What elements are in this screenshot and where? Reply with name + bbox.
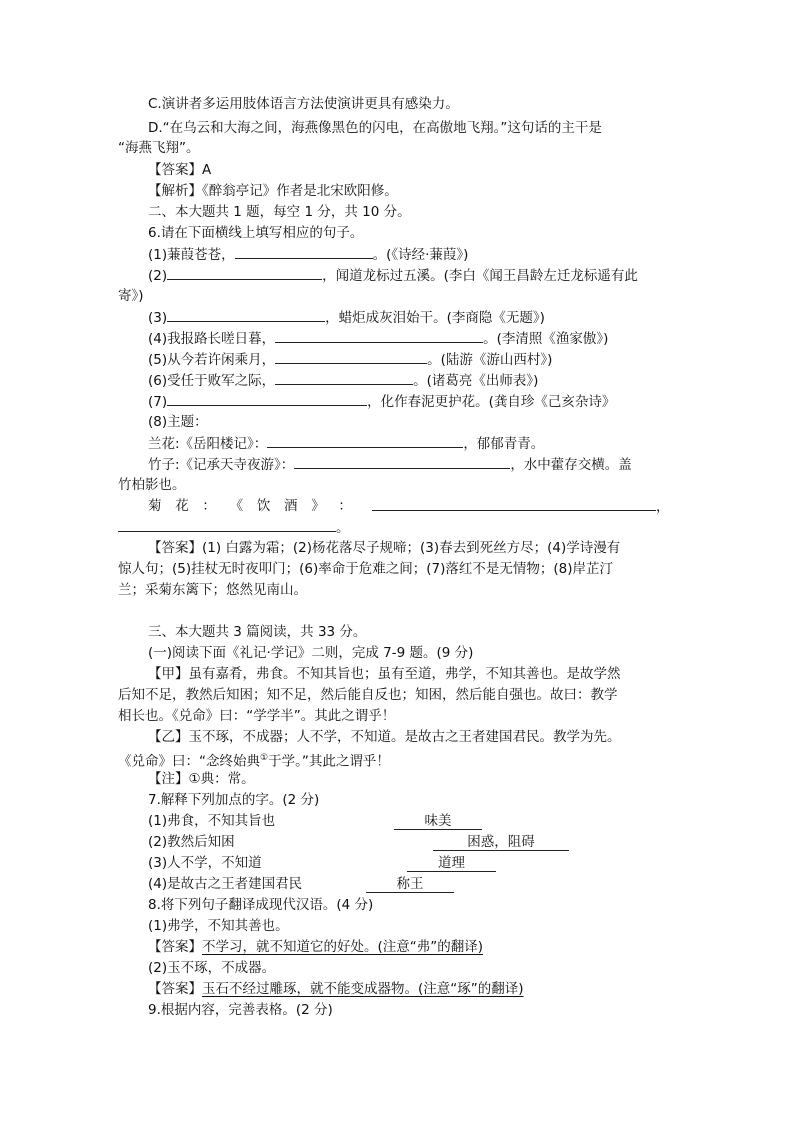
answer-8-1: [148, 937, 483, 957]
char: 花: [175, 498, 189, 514]
theme-orchid: [148, 433, 544, 454]
answer-text: 困惑，阻碍: [433, 834, 569, 851]
q7-answer-1: [394, 811, 482, 831]
q6-item-8: (8)主题：: [148, 414, 208, 430]
q8-item-1: (1)弗学，不知其善也。: [148, 918, 289, 934]
fill-blank[interactable]: [267, 433, 463, 448]
q8-item-2: (2)玉不琢，不成器。: [148, 960, 276, 976]
option-c: C.演讲者多运用肢体语言方法使演讲更具有感染力。: [148, 96, 459, 112]
explanation-1: 【解析】《醉翁亭记》作者是北宋欧阳修。: [148, 183, 398, 199]
section-2-heading: 二、本大题共 1 题，每空 1 分，共 10 分。: [148, 204, 411, 220]
q6-1-suffix: 。(《诗经·蒹葭》): [372, 247, 469, 263]
period: 。: [336, 520, 350, 536]
theme-bamboo-cont: 竹柏影也。: [118, 477, 186, 493]
fill-blank[interactable]: [275, 370, 413, 385]
fill-blank[interactable]: [235, 244, 373, 259]
orchid-suffix: ，郁郁青青。: [463, 436, 545, 452]
question-8: 8.将下列句子翻译成现代汉语。(4 分): [148, 897, 374, 913]
q7-item-1: (1)弗食，不知其旨也: [148, 813, 276, 829]
fill-blank[interactable]: [275, 349, 427, 364]
answer-text: 称王: [366, 876, 454, 893]
fill-blank[interactable]: [167, 391, 367, 406]
q6-item-2-cont: 寄》): [118, 288, 144, 304]
question-6: 6.请在下面横线上填写相应的句子。: [148, 225, 364, 241]
q6-4-prefix: (4)我报路长嗟日暮，: [148, 331, 276, 347]
comma: ，: [656, 499, 670, 515]
theme-chrysanthemum-blank2: [118, 517, 350, 538]
q6-item-6: [148, 370, 538, 391]
option-d-line1: D.“在乌云和大海之间，海燕像黑色的闪电，在高傲地飞翔。”这句话的主干是: [148, 120, 602, 136]
note: 【注】①典：常。: [148, 771, 255, 787]
q6-item-5: [148, 349, 552, 370]
q6-2-suffix: ，闻道龙标过五溪。(李白《闻王昌龄左迁龙标遥有此: [322, 268, 638, 284]
q6-3-suffix: ，蜡炬成灰泪始干。(李商隐《无题》): [325, 310, 545, 326]
answer-text: 道理: [407, 855, 496, 872]
answer-1: 【答案】A: [148, 162, 212, 178]
q7-item-2: (2)教然后知困: [148, 834, 235, 850]
fill-blank[interactable]: [167, 307, 325, 322]
char: 》: [311, 498, 325, 514]
char: 菊: [148, 498, 162, 514]
fill-blank[interactable]: [167, 265, 322, 280]
q6-item-4: [148, 328, 608, 349]
q6-item-2: [148, 265, 638, 286]
passage-jia-line3: 相长也。《兑命》曰：“学学半”。其此之谓乎！: [118, 708, 396, 724]
q6-5-prefix: (5)从今若许闲乘月，: [148, 352, 276, 368]
q6-1-prefix: (1)蒹葭苍苍，: [148, 247, 235, 263]
theme-chrysanthemum-label: [148, 496, 352, 516]
answer-text: 玉石不经过雕琢，就不能变成器物。(注意“琢”的翻译): [202, 981, 524, 997]
bamboo-prefix: 竹子:《记承天寺夜游》：: [148, 457, 295, 473]
answer-6-line3: 兰；采菊东篱下；悠然见南山。: [118, 582, 307, 598]
q7-item-4: (4)是故古之王者建国君民: [148, 876, 303, 892]
passage-yi-line2: [118, 748, 390, 772]
q6-4-suffix: 。(李清照《渔家傲》): [483, 331, 609, 347]
q6-3-prefix: (3): [148, 310, 168, 326]
q6-item-1: [148, 244, 468, 265]
option-d-line2: “海燕飞翔”。: [118, 140, 200, 156]
q6-7-suffix: ，化作春泥更护花。(龚自珍《己亥杂诗》: [367, 394, 616, 410]
passage-yi-line1: 【乙】玉不琢，不成器；人不学，不知道。是故古之王者建国君民。教学为先。: [148, 729, 621, 745]
q6-item-3: [148, 307, 545, 328]
theme-chrysanthemum-blank1: [372, 496, 670, 517]
fill-blank[interactable]: [275, 328, 483, 343]
answer-text: 不学习，就不知道它的好处。(注意“弗”的翻译): [202, 939, 484, 955]
answer-label: 【答案】: [148, 981, 202, 997]
answer-8-2: [148, 979, 524, 999]
q6-6-prefix: (6)受任于败军之际，: [148, 373, 276, 389]
char: ：: [202, 498, 216, 514]
answer-label: 【答案】: [148, 939, 202, 955]
q7-answer-3: [407, 853, 496, 873]
char: 酒: [284, 498, 298, 514]
reading-1-intro: (一)阅读下面《礼记·学记》二则，完成 7-9 题。(9 分): [148, 645, 474, 661]
q6-6-suffix: 。(诸葛亮《出师表》): [413, 373, 539, 389]
footnote-marker: ①: [260, 753, 269, 763]
char: 《: [229, 498, 244, 514]
question-9: 9.根据内容，完善表格。(2 分): [148, 1002, 333, 1018]
q6-item-7: [148, 391, 615, 412]
yi-text: 《兑命》曰：“念终始典: [118, 753, 260, 770]
char: 饮: [256, 498, 271, 514]
fill-blank[interactable]: [372, 496, 656, 511]
char: ：: [338, 498, 352, 514]
answer-6-line2: 惊人句；(5)挂杖无时夜叩门；(6)率命于危难之间；(7)落红不是无情物；(8)岸芷汀: [118, 561, 613, 577]
section-3-heading: 三、本大题共 3 篇阅读，共 33 分。: [148, 624, 367, 640]
fill-blank[interactable]: [118, 517, 336, 532]
passage-jia-line2: 后知不足，教然后知困；知不足，然后能自反也；知困，然后能自强也。故曰：教学: [118, 687, 618, 703]
q6-2-prefix: (2): [148, 268, 168, 284]
q7-answer-4: [366, 874, 454, 894]
q7-item-3: (3)人不学，不知道: [148, 855, 262, 871]
question-7: 7.解释下列加点的字。(2 分): [148, 792, 320, 808]
passage-jia-line1: 【甲】虽有嘉肴，弗食。不知其旨也；虽有至道，弗学，不知其善也。是故学然: [148, 666, 621, 682]
q6-5-suffix: 。(陆游《游山西村》): [427, 352, 553, 368]
answer-text: 味美: [394, 813, 482, 830]
theme-bamboo: [148, 454, 632, 475]
bamboo-suffix: ，水中藿存交横。盖: [510, 457, 632, 473]
yi-text: 于学。”其此之谓乎！: [268, 753, 390, 770]
answer-6-line1: 【答案】(1) 白露为霜；(2)杨花落尽子规啼；(3)春去到死丝方尽；(4)学诗漫有: [148, 540, 621, 556]
orchid-prefix: 兰花:《岳阳楼记》：: [148, 436, 268, 452]
q7-answer-2: [433, 832, 569, 852]
q6-7-prefix: (7): [148, 394, 168, 410]
fill-blank[interactable]: [294, 454, 510, 469]
